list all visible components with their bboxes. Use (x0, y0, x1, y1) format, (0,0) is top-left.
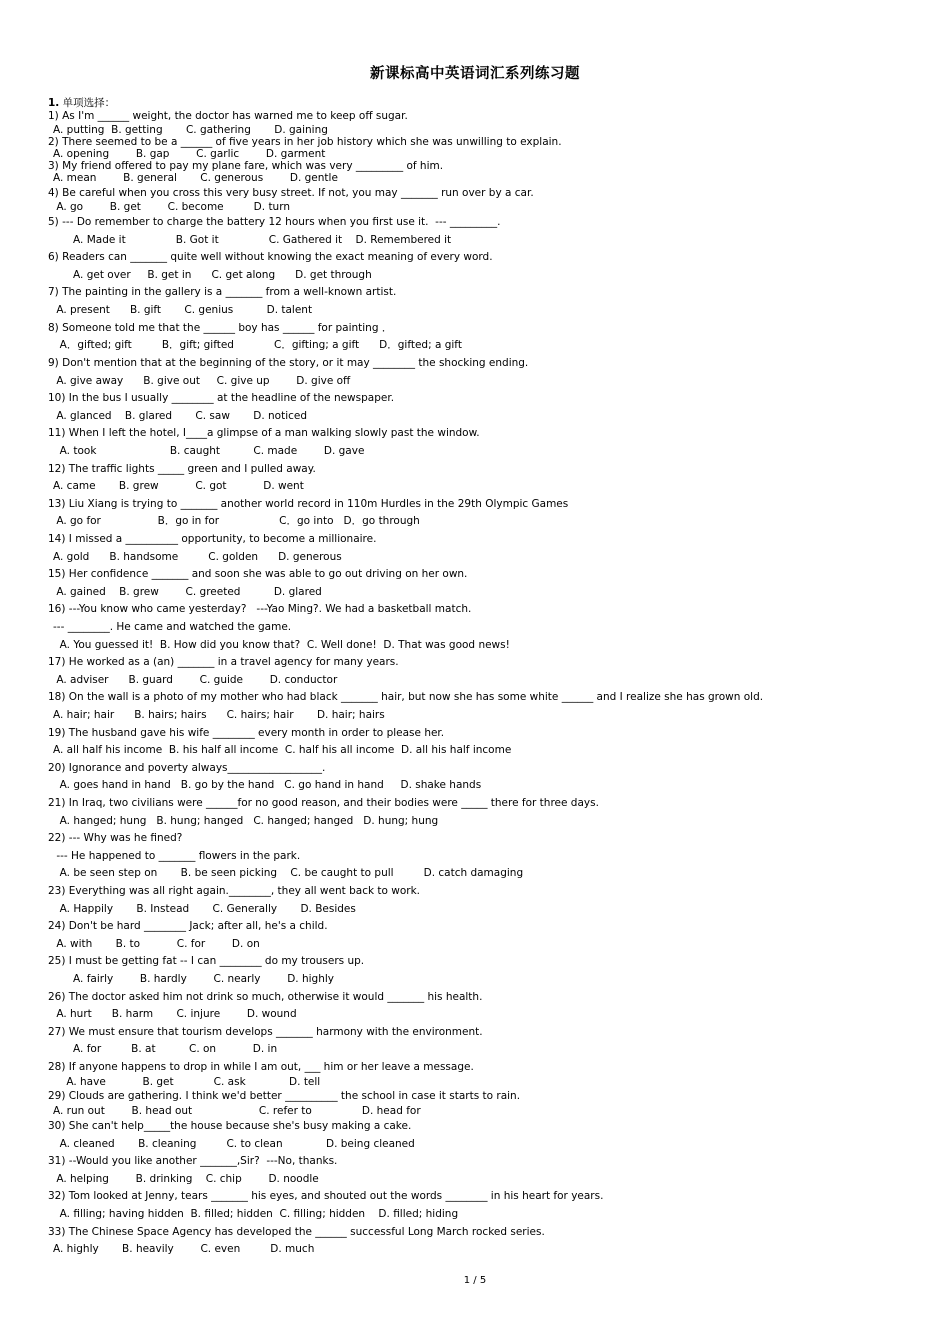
question-options: A．gifted; gift B．gift; gifted C．gifting; a gift D．gifted; a gift (53, 339, 462, 351)
question-stem: 19) The husband gave his wife ________ every month in order to please her. (48, 727, 445, 739)
question-options: A. hair; hair B. hairs; hairs C. hairs; hair D. hair; hairs (53, 709, 385, 721)
question-options: A. hanged; hung B. hung; hanged C. hanged; hanged D. hung; hung (53, 815, 439, 827)
question-options: A. run out B. head out C. refer to D. head for (53, 1105, 421, 1117)
question-options: A. gained B. grew C. greeted D. glared (53, 586, 322, 598)
question-options: A. putting B. getting C. gathering D. gaining (53, 124, 328, 136)
question-stem: 32) Tom looked at Jenny, tears _______ his eyes, and shouted out the words ________ in his heart for years. (48, 1190, 604, 1202)
question-stem: 12) The traffic lights _____ green and I pulled away. (48, 463, 316, 475)
question-stem: 18) On the wall is a photo of my mother who had black _______ hair, but now she has some white ______ and I realize she has grown old. (48, 691, 764, 703)
question-options: A. took B. caught C. made D. gave (53, 445, 365, 457)
question-options: A. go B. get C. become D. turn (53, 201, 290, 213)
question-stem: 25) I must be getting fat -- I can ________ do my trousers up. (48, 955, 365, 967)
page-number: 1 / 5 (463, 1275, 487, 1286)
question-options: A. for B. at C. on D. in (53, 1043, 278, 1055)
question-options: A. came B. grew C. got D. went (53, 480, 304, 492)
question-options: A. present B. gift C. genius D. talent (53, 304, 313, 316)
question-stem: 9) Don't mention that at the beginning of the story, or it may ________ the shocking ending. (48, 357, 529, 369)
question-stem: 3) My friend offered to pay my plane fare, which was very _________ of him. (48, 160, 444, 172)
question-stem: 13) Liu Xiang is trying to _______ another world record in 110m Hurdles in the 29th Olympic Games (48, 498, 569, 510)
question-stem: 8) Someone told me that the ______ boy has ______ for painting ． (48, 322, 393, 334)
question-stem: 30) She can't help_____the house because she's busy making a cake. (48, 1120, 412, 1132)
question-options: A. gold B. handsome C. golden D. generous (53, 551, 342, 563)
question-options: A. get over B. get in C. get along D. get through (53, 269, 372, 281)
question-options: A. go for B．go in for C．go into D．go through (53, 515, 420, 527)
page-title: 新课标高中英语词汇系列练习题 (370, 66, 580, 82)
question-options: A. give away B. give out C. give up D. give off (53, 375, 351, 387)
question-stem: 1) As I'm ______ weight, the doctor has warned me to keep off sugar. (48, 110, 408, 122)
section-heading (48, 95, 115, 110)
question-options: A. fairly B. hardly C. nearly D. highly (53, 973, 334, 985)
question-stem: 11) When I left the hotel, I____a glimpse of a man walking slowly past the window. (48, 427, 480, 439)
question-options: --- He happened to _______ flowers in the park. (53, 850, 301, 862)
question-options: A. filling; having hidden B. filled; hidden C. filling; hidden D. filled; hiding (53, 1208, 459, 1220)
question-options: A. be seen step on B. be seen picking C. be caught to pull D. catch damaging (53, 867, 524, 879)
question-stem: 29) Clouds are gathering. I think we'd better __________ the school in case it starts to rain. (48, 1090, 521, 1102)
question-stem: 5) --- Do remember to charge the battery 12 hours when you first use it. --- _________. (48, 216, 501, 228)
question-options: A. highly B. heavily C. even D. much (53, 1243, 315, 1255)
question-options: A. goes hand in hand B. go by the hand C. go hand in hand D. shake hands (53, 779, 482, 791)
question-stem: 6) Readers can _______ quite well without knowing the exact meaning of every word. (48, 251, 493, 263)
question-stem: 21) In Iraq, two civilians were ______for no good reason, and their bodies were _____ there for three days. (48, 797, 599, 809)
question-options: A. opening B. gap C. garlic D. garment (53, 148, 326, 160)
question-options: A. mean B. general C. generous D. gentle (53, 172, 338, 184)
question-options: A. adviser B. guard C. guide D. conductor (53, 674, 338, 686)
question-options: A. Happily B. Instead C. Generally D. Besides (53, 903, 356, 915)
question-stem: 20) Ignorance and poverty always__________________. (48, 762, 326, 774)
question-stem: 10) In the bus I usually ________ at the headline of the newspaper. (48, 392, 395, 404)
question-options: A. helping B. drinking C. chip D. noodle (53, 1173, 319, 1185)
question-options: --- ________. He came and watched the game. (53, 621, 292, 633)
question-stem: 4) Be careful when you cross this very busy street. If not, you may _______ run over by a car. (48, 187, 534, 199)
question-stem: 26) The doctor asked him not drink so much, otherwise it would _______ his health. (48, 991, 483, 1003)
section-number: 1. (48, 97, 60, 109)
question-stem: 27) We must ensure that tourism develops _______ harmony with the environment. (48, 1026, 483, 1038)
question-stem: 2) There seemed to be a ______ of five years in her job history which she was unwilling to explain. (48, 136, 562, 148)
question-stem: 15) Her confidence _______ and soon she was able to go out driving on her own. (48, 568, 468, 580)
question-stem: 23) Everything was all right again.________, they all went back to work. (48, 885, 421, 897)
question-options: A. with B. to C. for D. on (53, 938, 260, 950)
question-options: A. all half his income B. his half all income C. half his all income D. all his half income (53, 744, 512, 756)
question-stem: 17) He worked as a (an) _______ in a travel agency for many years. (48, 656, 399, 668)
question-stem: 28) If anyone happens to drop in while I am out, ___ him or her leave a message. (48, 1061, 474, 1073)
question-options: A. cleaned B. cleaning C. to clean D. being cleaned (53, 1138, 415, 1150)
question-stem: 22) --- Why was he fined? (48, 832, 183, 844)
section-label: 单项选择： (59, 97, 116, 109)
question-stem: 16) ---You know who came yesterday? ---Yao Ming?. We had a basketball match. (48, 603, 472, 615)
question-options: A. glanced B. glared C. saw D. noticed (53, 410, 308, 422)
question-options: A. have B. get C. ask D. tell (53, 1076, 321, 1088)
question-options: A. You guessed it! B. How did you know that? C. Well done! D. That was good news! (53, 639, 510, 651)
question-stem: 14) I missed a __________ opportunity, to become a millionaire. (48, 533, 377, 545)
question-stem: 7) The painting in the gallery is a _______ from a well-known artist. (48, 286, 397, 298)
question-options: A. Made it B. Got it C. Gathered it D. Remembered it (53, 234, 452, 246)
question-options: A. hurt B. harm C. injure D. wound (53, 1008, 297, 1020)
question-stem: 33) The Chinese Space Agency has developed the ______ successful Long March rocked series. (48, 1226, 545, 1238)
question-stem: 31) --Would you like another _______,Sir? ---No, thanks. (48, 1155, 338, 1167)
question-stem: 24) Don't be hard ________ Jack; after all, he's a child. (48, 920, 328, 932)
